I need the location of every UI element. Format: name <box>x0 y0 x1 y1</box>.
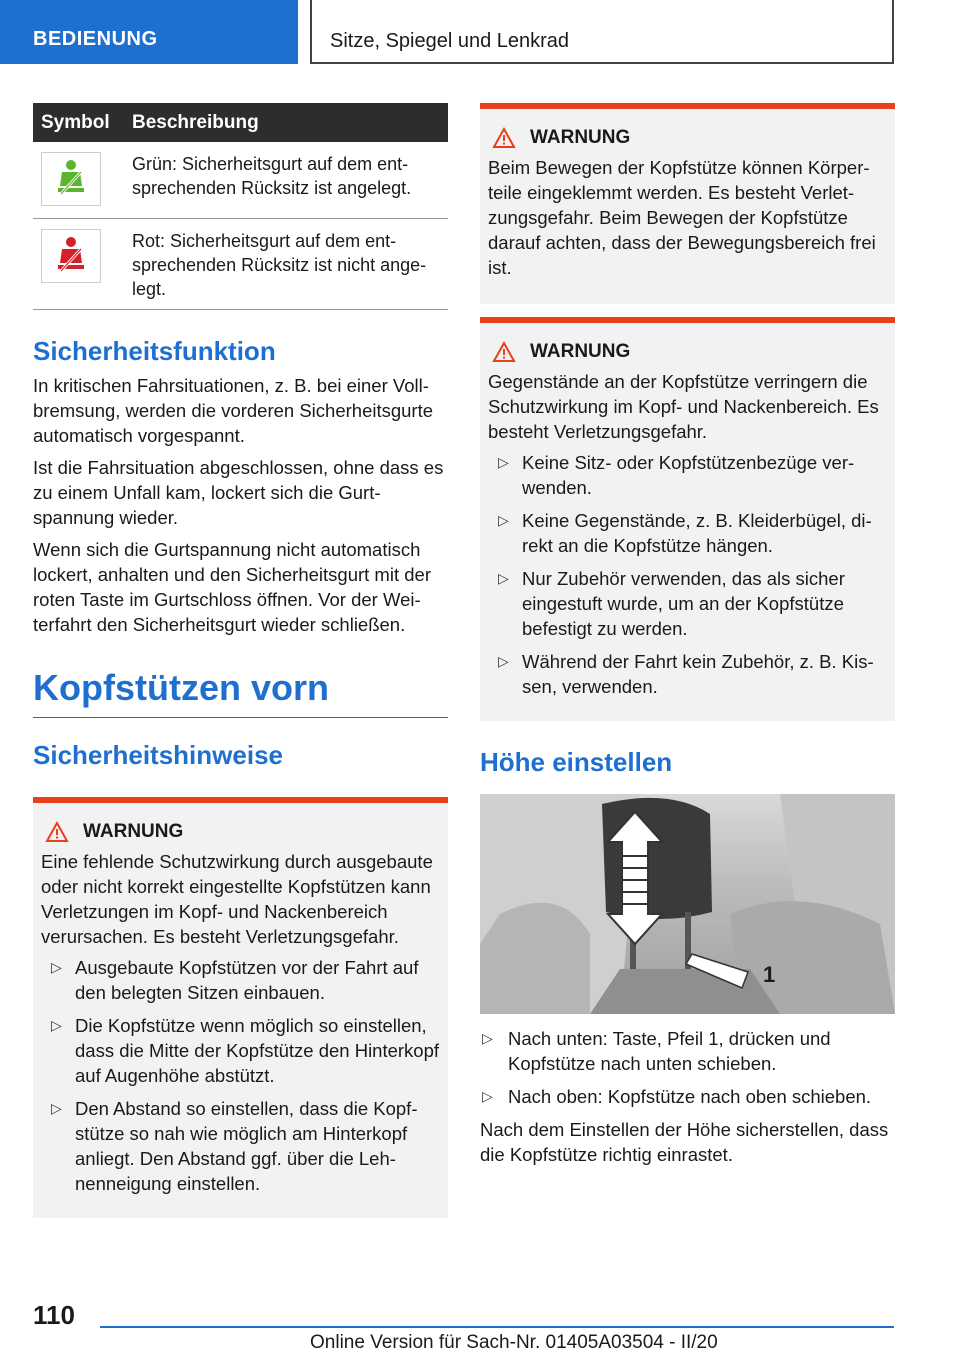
warning-triangle-icon <box>492 127 516 149</box>
safety-notes-title: Sicherheitshinweise <box>33 740 283 770</box>
headrests-title: Kopfstützen vorn <box>33 667 329 708</box>
list-item: ▷ Den Abstand so einstellen, dass die Kopfstütze so nah wie möglich am Hinterkopf anliegt. Den Abstand ggf. über die Lehnenneigung einstellen. <box>51 1098 418 1194</box>
warning-label: WARNUNG <box>530 127 631 148</box>
paragraph: In kritischen Fahrsituationen, z. B. bei einer Vollbremsung, werden die vorderen Sicherheitsgurte automatisch vorgespannt. <box>33 375 434 446</box>
triangle-bullet-icon: ▷ <box>498 454 509 470</box>
section-title: BEDIENUNG <box>33 28 158 50</box>
list-item: ▷ Ausgebaute Kopfstützen vor der Fahrt auf den belegten Sitzen einbauen. <box>51 957 419 1003</box>
warning-label: WARNUNG <box>530 341 631 362</box>
symbol-table <box>33 103 448 310</box>
list-item: ▷ Keine Sitz- oder Kopfstützenbezüge verwenden. <box>498 452 855 498</box>
col-symbol-header: Symbol <box>33 103 124 142</box>
warning-heading <box>492 127 887 149</box>
col-desc-header: Beschreibung <box>124 103 448 142</box>
paragraph: Wenn sich die Gurtspannung nicht automatisch lockert, anhalten und den Sicherheitsgurt mit der roten Taste im Gurtschloss öffnen. Vor der Weiterfahrt den Sicherheitsgurt wieder schließen. <box>33 539 431 635</box>
triangle-bullet-icon: ▷ <box>482 1088 493 1104</box>
list-item: ▷ Während der Fahrt kein Zubehör, z. B. Kissen, verwenden. <box>498 651 874 697</box>
triangle-bullet-icon: ▷ <box>498 512 509 528</box>
warning-triangle-icon <box>492 341 516 363</box>
triangle-bullet-icon: ▷ <box>51 959 62 975</box>
list-item: ▷ Nach unten: Taste, Pfeil 1, drücken und Kopfstütze nach unten schieben. <box>482 1028 831 1074</box>
triangle-bullet-icon: ▷ <box>482 1030 493 1046</box>
warning-text: Beim Bewegen der Kopfstütze können Körperteile eingeklemmt werden. Es besteht Verletzungsgefahr. Beim Bewegen der Kopfstütze darauf achten, dass der Bewegungsbereich frei ist. <box>488 157 876 278</box>
warning-triangle-icon <box>45 821 69 843</box>
footer-rule <box>100 1326 894 1328</box>
triangle-bullet-icon: ▷ <box>51 1017 62 1033</box>
triangle-bullet-icon: ▷ <box>498 570 509 586</box>
table-row <box>33 219 448 310</box>
list-item: ▷ Nur Zubehör verwenden, das als sicher eingestuft wurde, um an der Kopfstütze befestigt zu werden. <box>498 568 845 639</box>
height-steps <box>480 1026 895 1109</box>
warning-list <box>488 450 887 699</box>
seatbelt-green-icon <box>41 152 101 206</box>
safety-function-title: Sicherheitsfunktion <box>33 336 276 366</box>
triangle-bullet-icon: ▷ <box>51 1100 62 1116</box>
row-desc: Grün: Sicherheitsgurt auf dem entsprechenden Rücksitz ist angelegt. <box>124 142 448 219</box>
height-adjust-title: Höhe einstellen <box>480 747 673 777</box>
list-item: ▷ Keine Gegenstände, z. B. Kleiderbügel, direkt an die Kopfstütze hängen. <box>498 510 872 556</box>
page-number: 110 <box>33 1300 75 1330</box>
warning-box <box>480 103 895 304</box>
warning-label: WARNUNG <box>83 821 184 842</box>
paragraph: Ist die Fahrsituation abgeschlossen, ohne dass es zu einem Unfall kam, lockert sich die Gurtspannung wieder. <box>33 457 444 528</box>
warning-box <box>480 317 895 721</box>
chapter-tab <box>310 0 894 64</box>
warning-text: Eine fehlende Schutzwirkung durch ausgebaute oder nicht korrekt eingestellte Kopfstützen kann Verletzungen im Kopf- und Nackenbereich verursachen. Es besteht Verletzungsgefahr. <box>41 851 433 947</box>
warning-list <box>41 955 440 1196</box>
row-desc: Rot: Sicherheitsgurt auf dem entsprechenden Rücksitz ist nicht angelegt. <box>124 219 448 310</box>
warning-text: Gegenstände an der Kopfstütze verringern die Schutzwirkung im Kopf- und Nackenbereich. Es besteht Verletzungsgefahr. <box>488 371 879 442</box>
section-tab <box>0 0 298 64</box>
table-header <box>33 103 448 142</box>
paragraph: Nach dem Einstellen der Höhe sicherstellen, dass die Kopfstütze richtig einrastet. <box>480 1119 889 1165</box>
triangle-bullet-icon: ▷ <box>498 653 509 669</box>
photo-callout: 1 <box>763 962 776 987</box>
warning-box <box>33 797 448 1218</box>
chapter-title: Sitze, Spiegel und Lenkrad <box>330 30 570 52</box>
footer-text: Online Version für Sach-Nr. 01405A03504 - II/20 <box>310 1332 718 1353</box>
left-column <box>33 103 448 1218</box>
warning-heading <box>492 341 887 363</box>
table-row <box>33 142 448 219</box>
headrest-photo <box>480 794 895 1014</box>
right-column <box>480 103 895 1167</box>
list-item: ▷ Die Kopfstütze wenn möglich so einstellen, dass die Mitte der Kopfstütze den Hinterkopf auf Augenhöhe abstützt. <box>51 1015 440 1086</box>
seatbelt-red-icon <box>41 229 101 283</box>
warning-heading <box>45 821 440 843</box>
list-item: ▷ Nach oben: Kopfstütze nach oben schieben. <box>482 1086 872 1107</box>
title-rule <box>33 717 448 718</box>
